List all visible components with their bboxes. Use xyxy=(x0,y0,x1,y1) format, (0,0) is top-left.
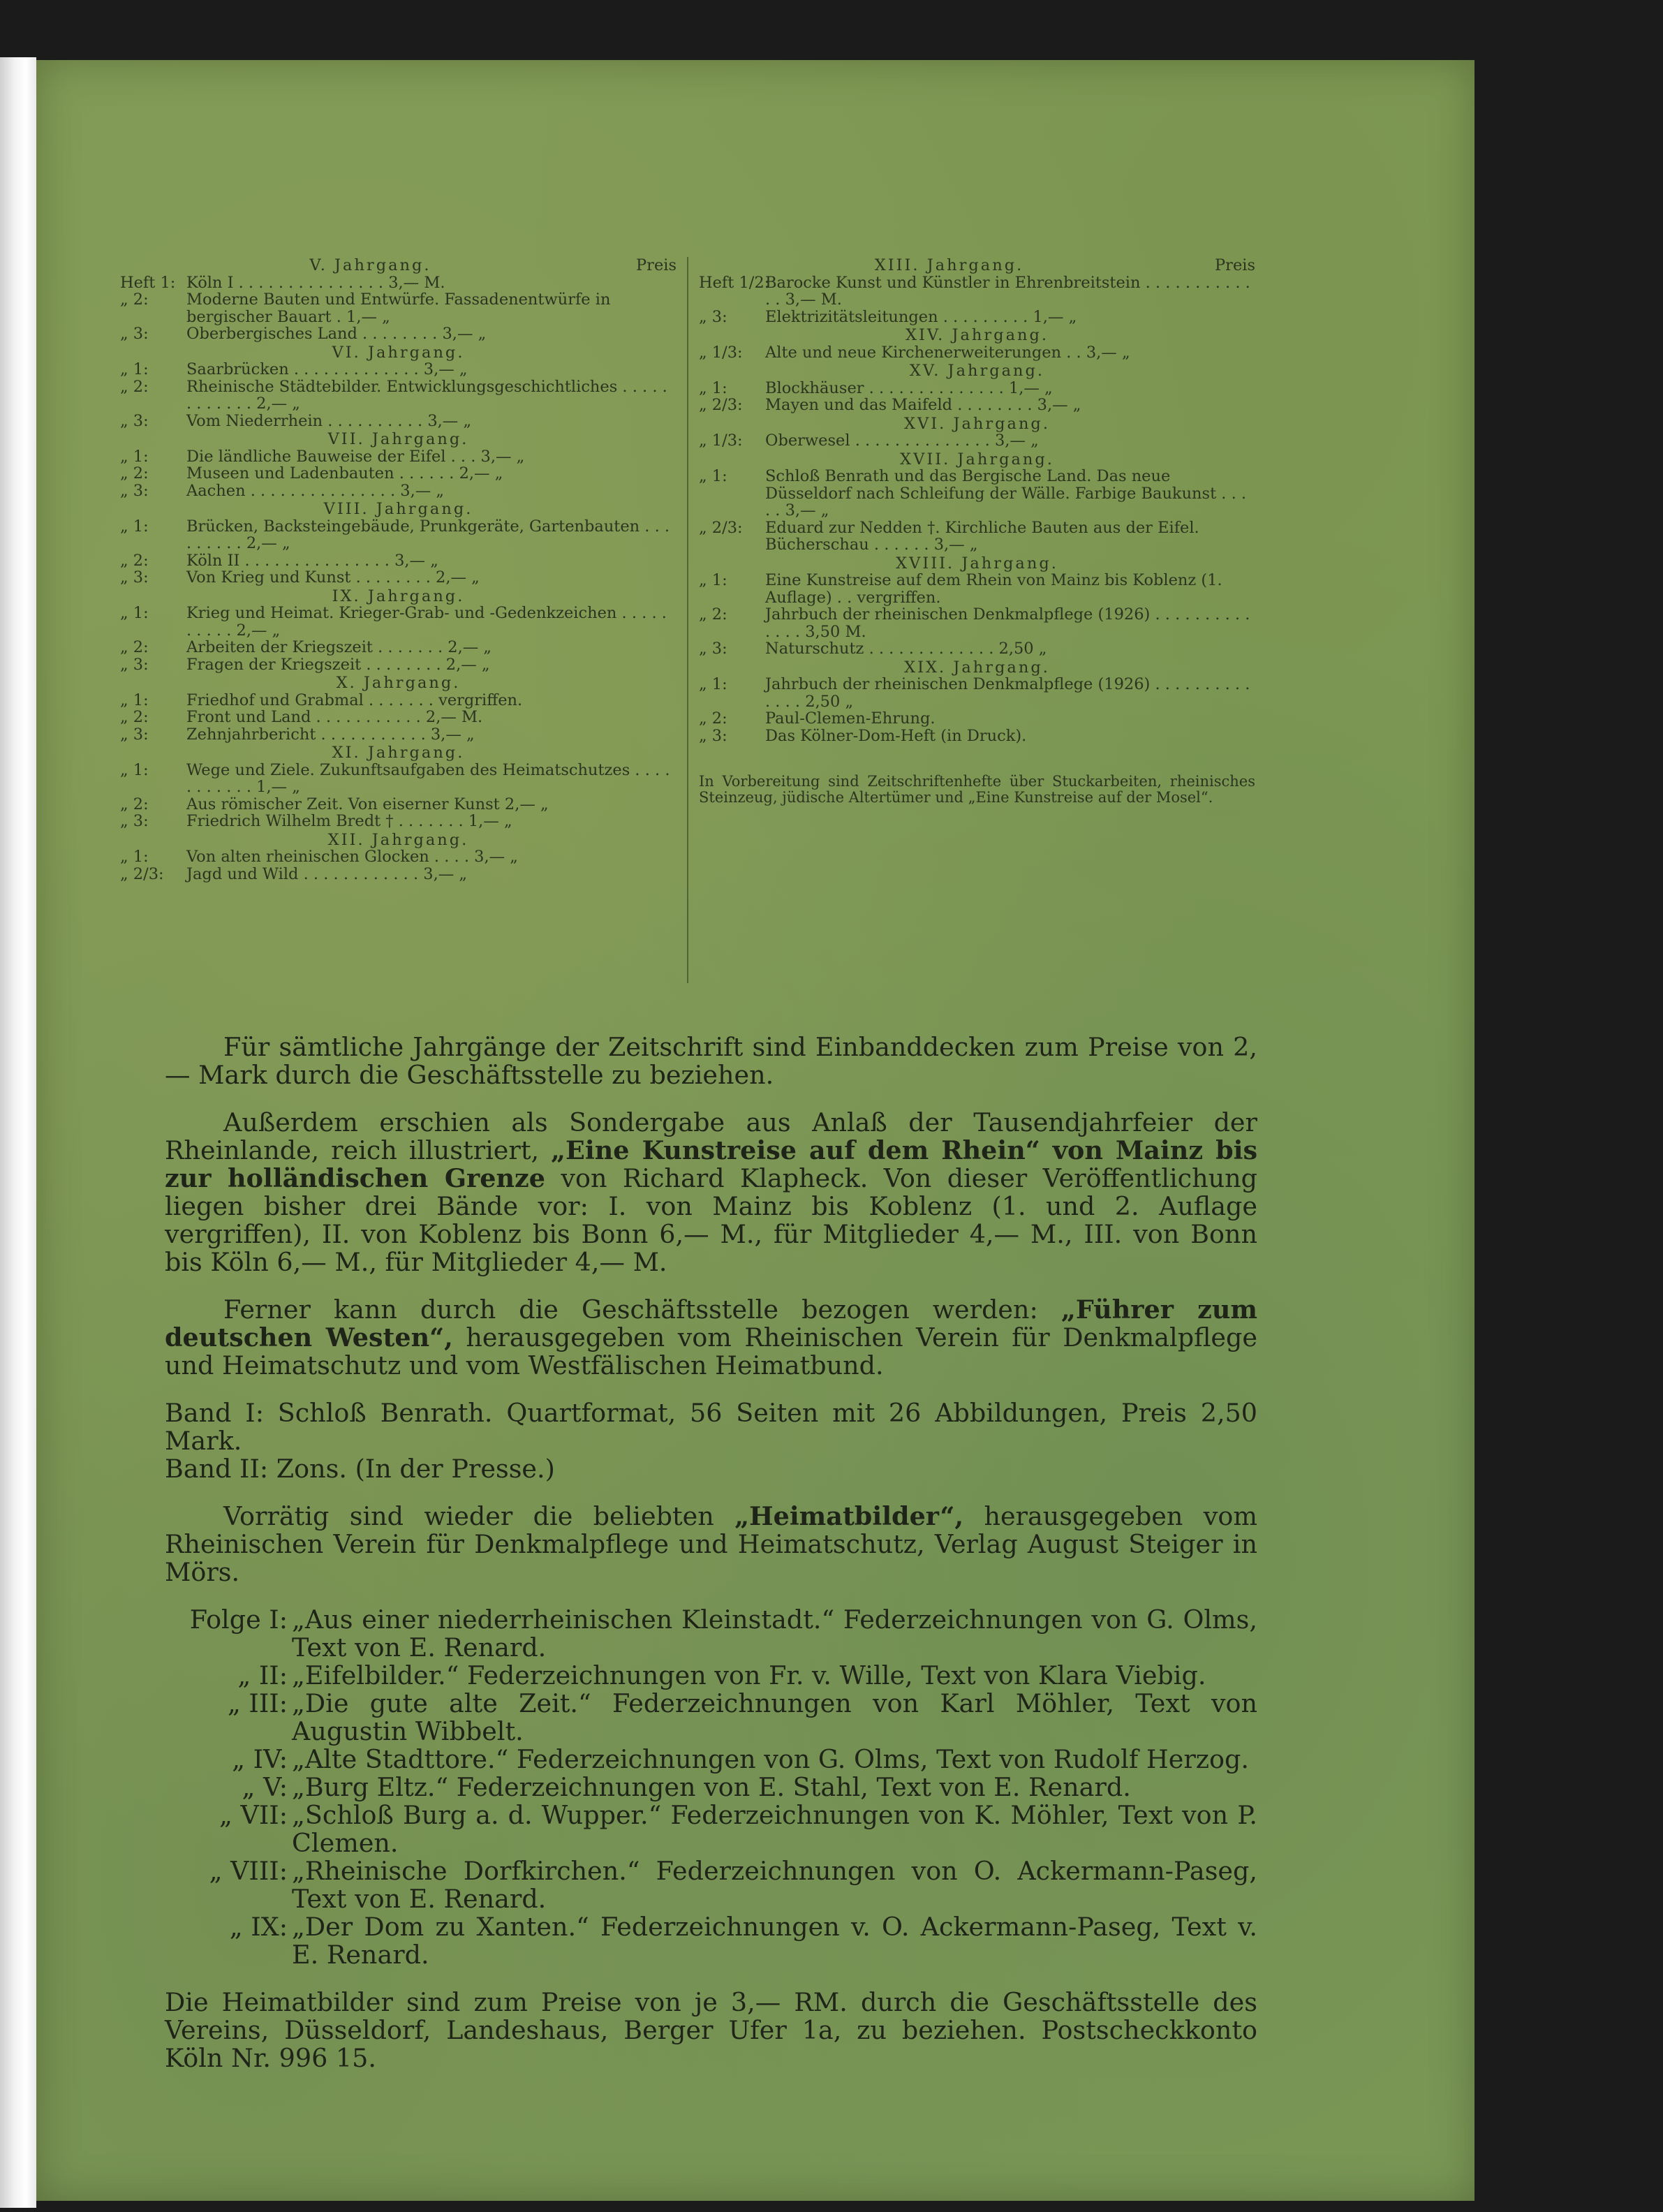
issue-entry xyxy=(120,361,677,378)
issue-entry xyxy=(120,518,677,552)
issue-number: „ 3: xyxy=(120,568,149,587)
issue-title-price: Rheinische Städtebilder. Entwicklungsgeschichtliches . . . . . . . . . . . . 2,— „ xyxy=(186,377,667,413)
issue-entry xyxy=(699,468,1255,519)
issue-number: „ 1/3: xyxy=(699,343,743,362)
issue-entry xyxy=(120,796,677,813)
issue-entry xyxy=(120,762,677,796)
heimatbilder-paragraph xyxy=(165,1503,1257,1586)
issue-number: „ 1: xyxy=(120,447,149,466)
issue-entry xyxy=(120,692,677,709)
issue-number: „ 1/3: xyxy=(699,432,743,450)
price-column-label: Preis xyxy=(1215,256,1255,274)
issue-number: „ 3: xyxy=(699,640,727,658)
issue-title-price: Fragen der Kriegszeit . . . . . . . . 2,— „ xyxy=(186,655,490,674)
issue-number: „ 1: xyxy=(120,691,149,709)
kunstreise-title: „Eine Kunstreise auf dem Rhein“ von Mainz bis zur holländischen Grenze xyxy=(165,1135,1258,1193)
issue-title-price: Front und Land . . . . . . . . . . . 2,— M. xyxy=(186,708,483,726)
issue-number: „ 2: xyxy=(699,709,727,728)
announcement-text xyxy=(165,1033,1257,2072)
series-entry xyxy=(165,1857,1257,1913)
heimatbilder-intro: Vorrätig sind wieder die beliebten xyxy=(223,1501,714,1531)
issue-entry xyxy=(120,552,677,570)
year-title: VI. Jahrgang. xyxy=(332,343,465,362)
catalog-right-column xyxy=(687,257,1255,983)
issue-number: „ 1: xyxy=(699,675,727,693)
issue-title-price: Jagd und Wild . . . . . . . . . . . . 3,— „ xyxy=(186,864,468,883)
year-title: XVIII. Jahrgang. xyxy=(896,554,1058,573)
issue-title-price: Aachen . . . . . . . . . . . . . . . 3,— „ xyxy=(186,481,445,500)
issue-title-price: Vom Niederrhein . . . . . . . . . . 3,— „ xyxy=(186,411,472,430)
price-column-label: Preis xyxy=(636,256,677,274)
series-entry xyxy=(165,1774,1257,1801)
issue-title-price: Moderne Bauten und Entwürfe. Fassadenentwürfe in bergischer Bauart . 1,— „ xyxy=(186,290,611,326)
year-title: XIX. Jahrgang. xyxy=(904,658,1050,677)
closing-paragraph: Die Heimatbilder sind zum Preise von je 3,— RM. durch die Geschäftsstelle des Vereins, Düsseldorf, Landeshaus, Berger Ufer 1a, zu beziehen. Postscheckkonto Köln Nr. 996 15. xyxy=(165,1987,1257,2073)
issue-title-price: Eduard zur Nedden †. Kirchliche Bauten aus der Eifel. Bücherschau . . . . . . 3,— „ xyxy=(765,518,1199,554)
issue-entry xyxy=(699,676,1255,710)
series-entry xyxy=(165,1746,1257,1774)
year-title: XI. Jahrgang. xyxy=(332,744,465,762)
issue-title-price: Köln I . . . . . . . . . . . . . . . 3,— M. xyxy=(186,273,445,292)
series-description: „Eifelbilder.“ Federzeichnungen von Fr. v. Wille, Text von Klara Viebig. xyxy=(292,1660,1206,1690)
issue-title-price: Oberbergisches Land . . . . . . . . 3,— „ xyxy=(186,325,487,343)
fuehrer-details: herausgegeben vom Rheinischen Verein für Denkmalpflege und Heimatschutz und vom Westfälischen Heimatbund. xyxy=(165,1322,1258,1380)
issue-catalog xyxy=(120,257,1255,983)
year-title: V. Jahrgang. xyxy=(309,256,431,274)
issue-title-price: Arbeiten der Kriegszeit . . . . . . . 2,— „ xyxy=(186,638,492,656)
series-number: „ VIII: xyxy=(209,1856,288,1886)
issue-entry xyxy=(120,325,677,343)
issue-title-price: Krieg und Heimat. Krieger-Grab- und -Gedenkzeichen . . . . . . . . . . 2,— „ xyxy=(186,604,667,640)
issue-number: „ 2: xyxy=(120,708,149,726)
issue-number: „ 1: xyxy=(120,760,149,779)
series-number: Folge I: xyxy=(189,1605,288,1635)
series-entry xyxy=(165,1690,1257,1746)
issue-entry xyxy=(699,432,1255,450)
year-title: XII. Jahrgang. xyxy=(327,830,469,849)
series-description: „Burg Eltz.“ Federzeichnungen von E. Stahl, Text von E. Renard. xyxy=(292,1772,1131,1802)
issue-entry xyxy=(120,482,677,500)
kunstreise-details: von Richard Klapheck. Von dieser Veröffentlichung liegen bisher drei Bände vor: I. von Mainz bis Koblenz (1. und 2. Auflage vergriffen), II. von Koblenz bis Bonn 6,— M., für Mitglieder 4,— M., III. von Bonn bis Köln 6,— M., für Mitglieder 4,— M. xyxy=(165,1163,1257,1277)
issue-number: „ 2: xyxy=(120,464,149,482)
issue-entry xyxy=(120,413,677,430)
heimatbilder-series-list xyxy=(165,1606,1257,1969)
series-entry xyxy=(165,1606,1257,1662)
issue-number: „ 3: xyxy=(699,726,727,745)
issue-entry xyxy=(120,813,677,830)
issue-title-price: Museen und Ladenbauten . . . . . . 2,— „ xyxy=(186,464,503,482)
issue-title-price: Die ländliche Bauweise der Eifel . . . 3,— „ xyxy=(186,447,525,466)
issue-number: „ 2: xyxy=(120,290,149,309)
fuehrer-intro: Ferner kann durch die Geschäftsstelle bezogen werden: xyxy=(223,1295,1038,1325)
series-description: „Aus einer niederrheinischen Kleinstadt.“ Federzeichnungen von G. Olms, Text von E. Renard. xyxy=(292,1605,1257,1662)
issue-title-price: Alte und neue Kirchenerweiterungen . . 3,— „ xyxy=(765,343,1130,362)
issue-entry xyxy=(120,709,677,726)
year-title: XV. Jahrgang. xyxy=(909,362,1045,380)
issue-number: „ 1: xyxy=(120,360,149,378)
issue-number: „ 2/3: xyxy=(699,518,743,537)
issue-number: „ 1: xyxy=(699,571,727,589)
issue-entry xyxy=(699,572,1255,606)
issue-entry xyxy=(120,569,677,587)
issue-title-price: Naturschutz . . . . . . . . . . . . . 2,50 „ xyxy=(765,640,1047,658)
year-heading xyxy=(699,257,1255,274)
issue-title-price: Paul-Clemen-Ehrung. xyxy=(765,709,936,728)
series-description: „Alte Stadttore.“ Federzeichnungen von G. Olms, Text von Rudolf Herzog. xyxy=(292,1744,1249,1774)
series-number: „ IV: xyxy=(232,1744,288,1774)
heimatbilder-title: „Heimatbilder“, xyxy=(734,1501,964,1531)
issue-entry xyxy=(699,397,1255,414)
issue-number: „ 2: xyxy=(120,638,149,656)
series-description: „Rheinische Dorfkirchen.“ Federzeichnungen von O. Ackermann-Paseg, Text von E. Renard. xyxy=(292,1856,1257,1914)
issue-entry xyxy=(120,656,677,674)
issue-title-price: Zehnjahrbericht . . . . . . . . . . . 3,— „ xyxy=(186,725,475,744)
issue-title-price: Von Krieg und Kunst . . . . . . . . 2,— „ xyxy=(186,568,480,587)
issue-number: „ 3: xyxy=(120,725,149,744)
series-description: „Der Dom zu Xanten.“ Federzeichnungen v. O. Ackermann-Paseg, Text v. E. Renard. xyxy=(292,1912,1257,1970)
kunstreise-paragraph xyxy=(165,1109,1257,1276)
issue-entry xyxy=(120,726,677,744)
issue-number: Heft 1/2: xyxy=(699,273,770,292)
series-description: „Schloß Burg a. d. Wupper.“ Federzeichnungen von K. Möhler, Text von P. Clemen. xyxy=(292,1800,1257,1858)
preparation-note: In Vorbereitung sind Zeitschriftenhefte über Stuckarbeiten, rheinisches Steinzeug, jüdische Altertümer und „Eine Kunstreise auf der Mosel“. xyxy=(699,773,1255,806)
issue-number: „ 3: xyxy=(120,655,149,674)
issue-entry xyxy=(120,465,677,482)
series-number: „ V: xyxy=(242,1772,288,1802)
issue-title-price: Köln II . . . . . . . . . . . . . . . 3,— „ xyxy=(186,551,438,570)
issue-entry xyxy=(699,710,1255,728)
issue-number: „ 2: xyxy=(120,795,149,813)
issue-title-price: Brücken, Backsteingebäude, Prunkgeräte, Gartenbauten . . . . . . . . . 2,— „ xyxy=(186,517,670,552)
band-2-line: Band II: Zons. (In der Presse.) xyxy=(165,1454,555,1484)
issue-number: „ 3: xyxy=(120,325,149,343)
series-number: „ IX: xyxy=(229,1912,288,1942)
year-heading xyxy=(120,257,677,274)
issue-entry xyxy=(699,640,1255,658)
issue-number: „ 3: xyxy=(699,307,727,326)
year-title: XVII. Jahrgang. xyxy=(900,450,1054,469)
issue-entry xyxy=(120,291,677,325)
issue-title-price: Wege und Ziele. Zukunftsaufgaben des Heimatschutzes . . . . . . . . . . . 1,— „ xyxy=(186,760,670,796)
series-entry xyxy=(165,1913,1257,1969)
year-title: VII. Jahrgang. xyxy=(327,430,469,448)
issue-entry xyxy=(120,274,677,292)
issue-title-price: Elektrizitätsleitungen . . . . . . . . . 1,— „ xyxy=(765,307,1077,326)
issue-title-price: Jahrbuch der rheinischen Denkmalpflege (1926) . . . . . . . . . . . . . . 2,50 „ xyxy=(765,675,1250,711)
band-1-line: Band I: Schloß Benrath. Quartformat, 56 Seiten mit 26 Abbildungen, Preis 2,50 Mark. xyxy=(165,1398,1257,1456)
series-entry xyxy=(165,1662,1257,1690)
issue-entry xyxy=(699,519,1255,554)
year-title: IX. Jahrgang. xyxy=(332,587,465,605)
issue-title-price: Aus römischer Zeit. Von eiserner Kunst 2,— „ xyxy=(186,795,549,813)
issue-number: „ 2: xyxy=(120,551,149,570)
series-number: „ III: xyxy=(227,1688,288,1718)
year-title: XIV. Jahrgang. xyxy=(905,326,1049,344)
issue-number: „ 3: xyxy=(120,481,149,500)
year-title: X. Jahrgang. xyxy=(336,674,461,692)
issue-entry xyxy=(120,605,677,639)
issue-number: „ 1: xyxy=(120,848,149,866)
series-number: „ II: xyxy=(237,1660,288,1690)
kunstreise-intro: Außerdem erschien als Sondergabe aus Anlaß der Tausendjahrfeier der Rheinlande, reich illustriert, xyxy=(165,1107,1257,1165)
issue-entry xyxy=(120,378,677,413)
issue-number: „ 2: xyxy=(699,605,727,624)
series-description: „Die gute alte Zeit.“ Federzeichnungen von Karl Möhler, Text von Augustin Wibbelt. xyxy=(292,1688,1257,1746)
issue-entry xyxy=(699,274,1255,309)
issue-title-price: Friedrich Wilhelm Bredt † . . . . . . . 1,— „ xyxy=(186,812,512,830)
issue-entry xyxy=(120,448,677,466)
issue-entry xyxy=(699,344,1255,362)
issue-title-price: Friedhof und Grabmal . . . . . . . vergriffen. xyxy=(186,691,523,709)
issue-number: „ 1: xyxy=(120,517,149,536)
issue-number: „ 3: xyxy=(120,812,149,830)
issue-entry xyxy=(120,848,677,866)
issue-number: „ 3: xyxy=(120,411,149,430)
issue-entry xyxy=(699,309,1255,326)
issue-title-price: Jahrbuch der rheinischen Denkmalpflege (1926) . . . . . . . . . . . . . . 3,50 M. xyxy=(765,605,1250,641)
fuehrer-title: „Führer zum deutschen Westen“, xyxy=(165,1295,1257,1352)
fuehrer-paragraph xyxy=(165,1296,1257,1380)
issue-entry xyxy=(120,639,677,656)
issue-title-price: Mayen und das Maifeld . . . . . . . . 3,— „ xyxy=(765,396,1081,414)
issue-title-price: Saarbrücken . . . . . . . . . . . . . 3,— „ xyxy=(186,360,468,378)
catalog-right-years xyxy=(699,257,1255,744)
issue-entry xyxy=(699,728,1255,745)
year-title: VIII. Jahrgang. xyxy=(323,500,473,518)
issue-title-price: Blockhäuser . . . . . . . . . . . . . . 1,— „ xyxy=(765,378,1053,397)
heimatbilder-details: herausgegeben vom Rheinischen Verein für Denkmalpflege und Heimatschutz, Verlag August Steiger in Mörs. xyxy=(165,1501,1257,1587)
issue-number: „ 2: xyxy=(120,377,149,396)
issue-number: „ 2/3: xyxy=(120,864,164,883)
issue-number: Heft 1: xyxy=(120,273,176,292)
issue-title-price: Von alten rheinischen Glocken . . . . 3,— „ xyxy=(186,848,518,866)
year-title: XIII. Jahrgang. xyxy=(874,256,1024,274)
binding-covers-paragraph: Für sämtliche Jahrgänge der Zeitschrift sind Einbanddecken zum Preise von 2,— Mark durch die Geschäftsstelle zu beziehen. xyxy=(165,1032,1257,1090)
issue-title-price: Das Kölner-Dom-Heft (in Druck). xyxy=(765,726,1027,745)
issue-number: „ 1: xyxy=(699,378,727,397)
catalog-left-column xyxy=(120,257,687,983)
issue-title-price: Eine Kunstreise auf dem Rhein von Mainz bis Koblenz (1. Auflage) . . vergriffen. xyxy=(765,571,1222,607)
issue-title-price: Oberwesel . . . . . . . . . . . . . . 3,— „ xyxy=(765,432,1039,450)
issue-title-price: Schloß Benrath und das Bergische Land. Das neue Düsseldorf nach Schleifung der Wälle. Farbige Baukunst . . . . . 3,— „ xyxy=(765,467,1247,519)
issue-entry xyxy=(120,866,677,883)
series-entry xyxy=(165,1801,1257,1857)
issue-number: „ 1: xyxy=(120,604,149,622)
year-title: XVI. Jahrgang. xyxy=(903,414,1050,433)
issue-entry xyxy=(699,606,1255,640)
issue-entry xyxy=(699,380,1255,397)
series-number: „ VII: xyxy=(219,1800,288,1830)
issue-number: „ 2/3: xyxy=(699,396,743,414)
binding-edge xyxy=(0,57,36,2208)
issue-title-price: Barocke Kunst und Künstler in Ehrenbreitstein . . . . . . . . . . . . . 3,— M. xyxy=(765,273,1250,309)
issue-number: „ 1: xyxy=(699,467,727,485)
